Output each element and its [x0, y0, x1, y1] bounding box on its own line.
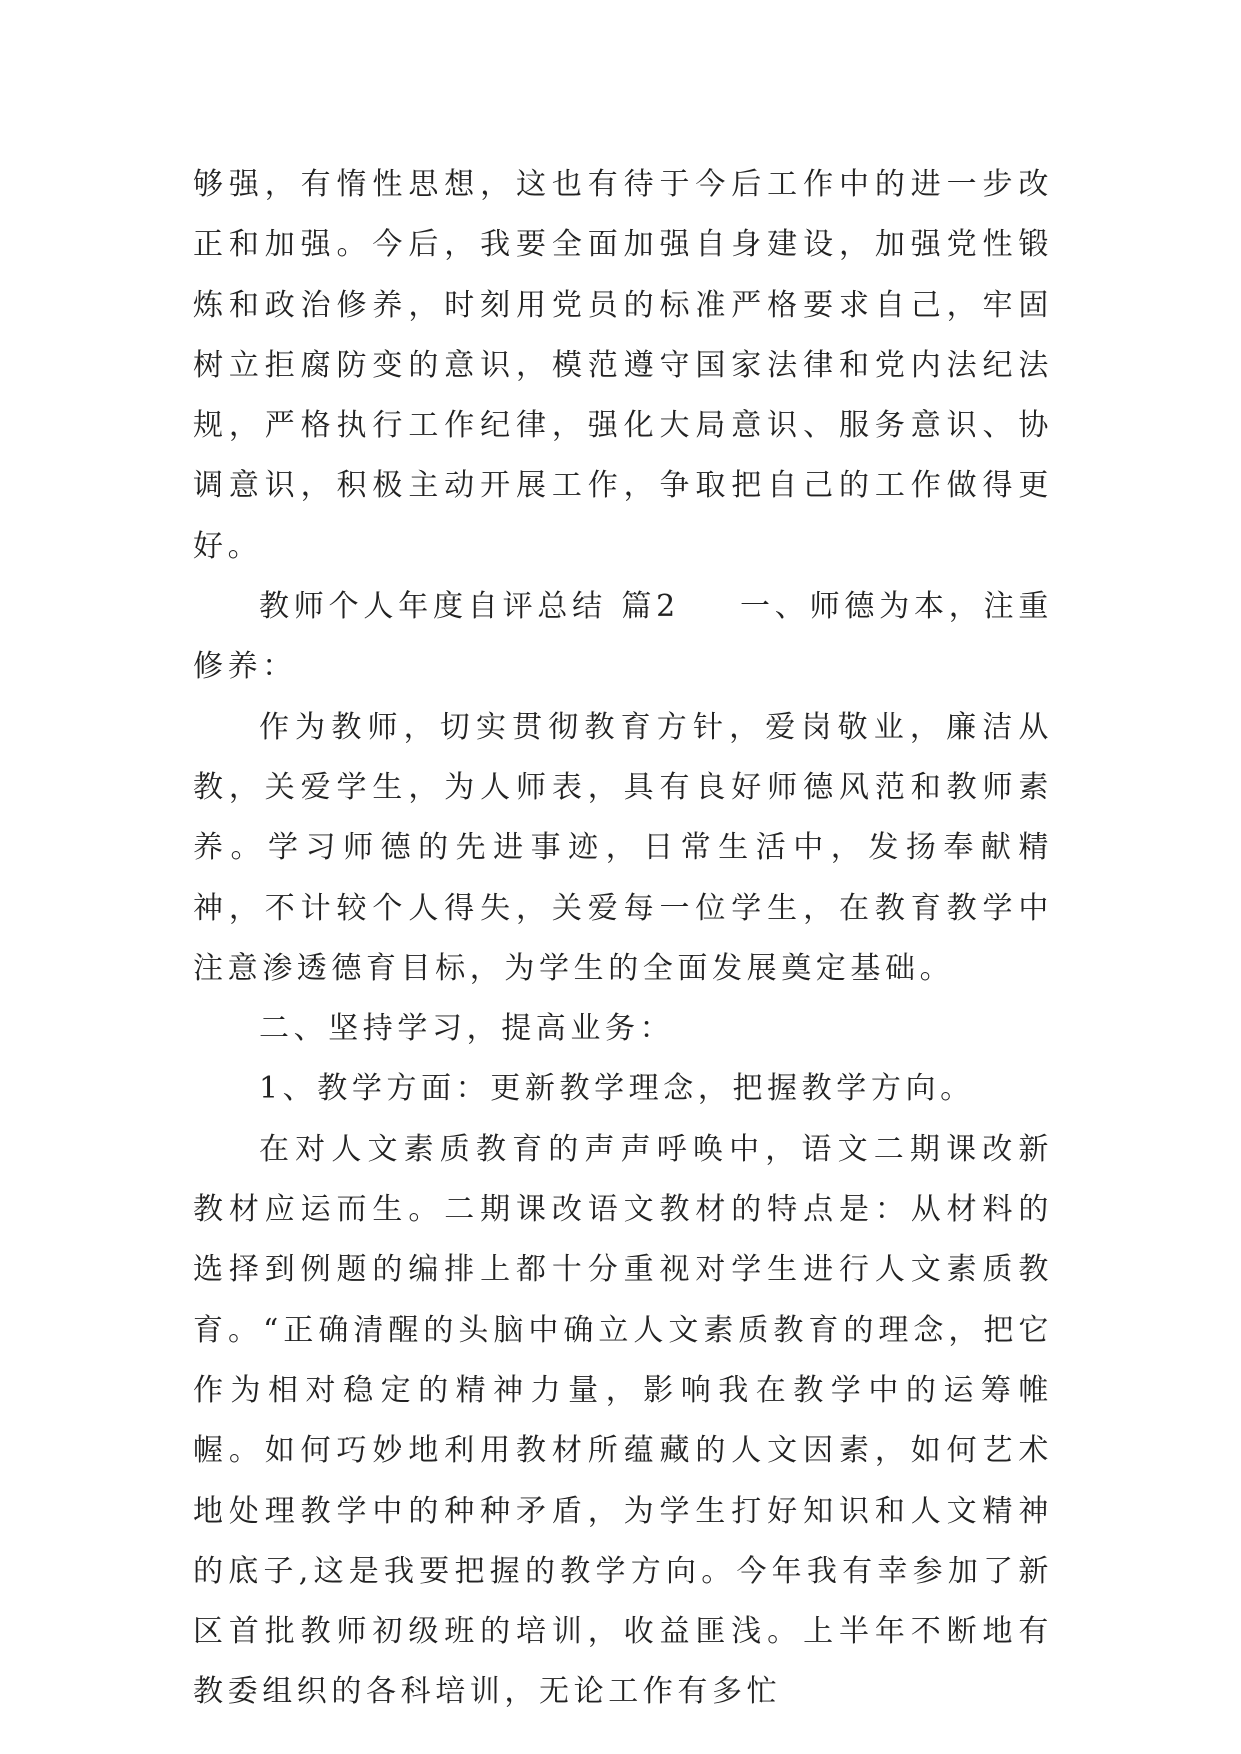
paragraph-section-heading	[193, 577, 1053, 698]
section-heading-2: 二、坚持学习，提高业务：	[259, 1011, 675, 1047]
paragraph-teaching: 在对人文素质教育的声声呼唤中，语文二期课改新教材应运而生。二期课改语文教材的特点是：从材料的选择到例题的编排上都十分重视对学生进行人文素质教育。“正确清醒的头脑中确立人文素质教育的理念，把它作为相对稳定的精神力量，影响我在教学中的运筹帷幄。如何巧妙地利用教材所蕴藏的人文因素，如何艺术地处理教学中的种种矛盾，为学生打好知识和人文精神的底子,这是我要把握的教学方向。今年我有幸参加了新区首批教师初级班的培训，收益匪浅。上半年不断地有教委组织的各科培训，无论工作有多忙	[193, 1131, 1053, 1710]
paragraph-continuation: 够强，有惰性思想，这也有待于今后工作中的进一步改正和加强。今后，我要全面加强自身建设，加强党性锻炼和政治修养，时刻用党员的标准严格要求自己，牢固树立拒腐防变的意识，模范遵守国家法律和党内法纪法规，严格执行工作纪律，强化大局意识、服务意识、协调意识，积极主动开展工作，争取把自己的工作做得更好。	[193, 167, 1053, 564]
paragraph-ethics: 作为教师，切实贯彻教育方针，爱岗敬业，廉洁从教，关爱学生，为人师表，具有良好师德风范和教师素养。学习师德的先进事迹，日常生活中，发扬奉献精神，不计较个人得失，关爱每一位学生，在教育教学中注意渗透德育目标，为学生的全面发展奠定基础。	[193, 709, 1053, 986]
section-heading-1: 一、师德为本，注重修养：	[193, 589, 1053, 685]
document-body	[193, 155, 1053, 1723]
subsection-heading-1: 1、教学方面：更新教学理念，把握教学方向。	[259, 1071, 975, 1107]
article-title: 教师个人年度自评总结 篇2	[259, 589, 680, 625]
